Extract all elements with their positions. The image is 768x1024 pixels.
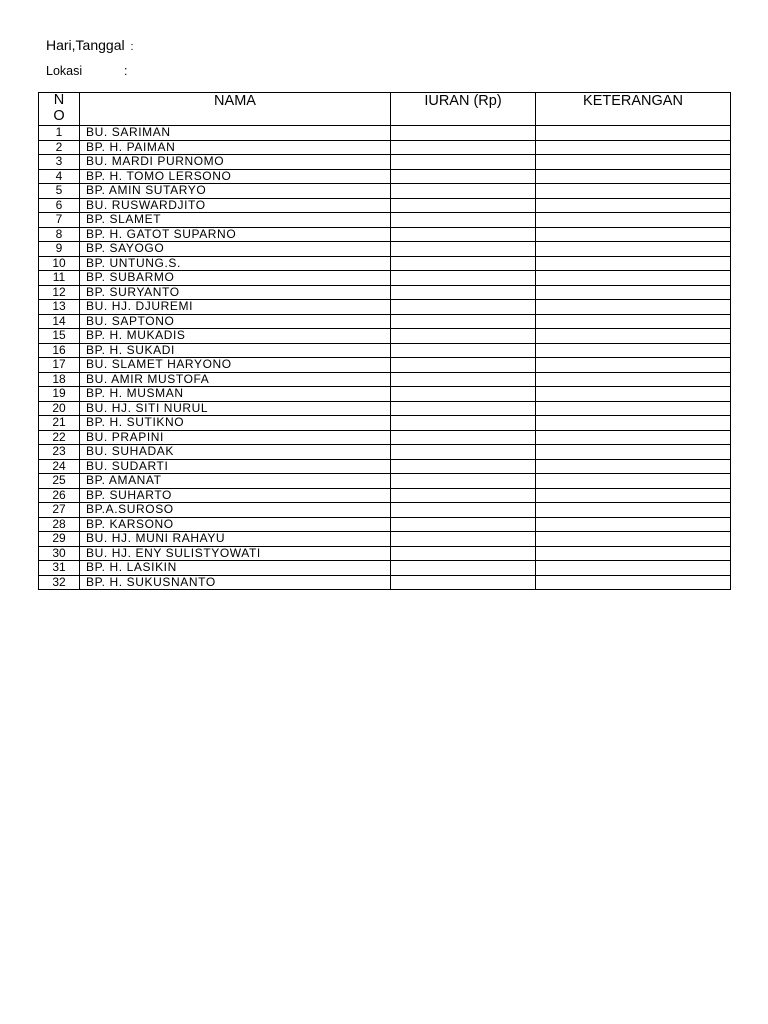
table-row [39,372,731,387]
row-number: 4 [39,169,80,184]
row-number: 18 [39,372,80,387]
row-number: 27 [39,503,80,518]
iuran-cell[interactable] [391,372,536,387]
row-number: 32 [39,575,80,590]
iuran-cell[interactable] [391,546,536,561]
keterangan-cell[interactable] [536,227,731,242]
row-number: 6 [39,198,80,213]
iuran-cell[interactable] [391,488,536,503]
iuran-cell[interactable] [391,401,536,416]
row-number: 22 [39,430,80,445]
member-name: BU. SAPTONO [80,314,391,329]
row-number: 5 [39,184,80,199]
table-row [39,430,731,445]
keterangan-cell[interactable] [536,561,731,576]
row-number: 15 [39,329,80,344]
member-name: BU. MARDI PURNOMO [80,155,391,170]
member-name: BP. H. SUTIKNO [80,416,391,431]
iuran-cell[interactable] [391,517,536,532]
table-row [39,184,731,199]
row-number: 23 [39,445,80,460]
keterangan-cell[interactable] [536,242,731,257]
column-header-keterangan: KETERANGAN [536,93,731,126]
table-row [39,300,731,315]
member-name: BU. RUSWARDJITO [80,198,391,213]
iuran-cell[interactable] [391,503,536,518]
location-label: Lokasi [46,64,83,78]
table-row [39,387,731,402]
iuran-cell[interactable] [391,169,536,184]
member-name: BP. H. MUSMAN [80,387,391,402]
keterangan-cell[interactable] [536,372,731,387]
keterangan-cell[interactable] [536,445,731,460]
keterangan-cell[interactable] [536,300,731,315]
table-row [39,285,731,300]
member-name: BP. H. SUKADI [80,343,391,358]
keterangan-cell[interactable] [536,387,731,402]
member-name: BP. H. GATOT SUPARNO [80,227,391,242]
row-number: 14 [39,314,80,329]
keterangan-cell[interactable] [536,271,731,286]
member-name: BU. SUDARTI [80,459,391,474]
keterangan-cell[interactable] [536,140,731,155]
iuran-cell[interactable] [391,198,536,213]
member-name: BP. SUBARMO [80,271,391,286]
table-row [39,169,731,184]
row-number: 30 [39,546,80,561]
keterangan-cell[interactable] [536,184,731,199]
keterangan-cell[interactable] [536,575,731,590]
table-row [39,126,731,141]
table-row [39,561,731,576]
row-number: 8 [39,227,80,242]
iuran-cell[interactable] [391,575,536,590]
row-number: 13 [39,300,80,315]
member-name: BU. SUHADAK [80,445,391,460]
member-name: BP. SLAMET [80,213,391,228]
keterangan-cell[interactable] [536,532,731,547]
column-header-iuran: IURAN (Rp) [391,93,536,126]
row-number: 29 [39,532,80,547]
iuran-cell[interactable] [391,343,536,358]
table-body [39,126,731,590]
table-row [39,314,731,329]
member-name: BU. HJ. DJUREMI [80,300,391,315]
iuran-cell[interactable] [391,271,536,286]
row-number: 19 [39,387,80,402]
keterangan-cell[interactable] [536,488,731,503]
keterangan-cell[interactable] [536,198,731,213]
iuran-cell[interactable] [391,227,536,242]
member-name: BU. SARIMAN [80,126,391,141]
member-name: BU. AMIR MUSTOFA [80,372,391,387]
row-number: 21 [39,416,80,431]
iuran-cell[interactable] [391,445,536,460]
row-number: 3 [39,155,80,170]
member-name: BP. KARSONO [80,517,391,532]
keterangan-cell[interactable] [536,430,731,445]
member-name: BP. H. SUKUSNANTO [80,575,391,590]
table-row [39,271,731,286]
column-header-no-line2: O [53,107,65,124]
iuran-cell[interactable] [391,300,536,315]
row-number: 1 [39,126,80,141]
table-row [39,459,731,474]
member-name: BU. HJ. ENY SULISTYOWATI [80,546,391,561]
iuran-cell[interactable] [391,387,536,402]
member-name: BP.A.SUROSO [80,503,391,518]
table-row [39,213,731,228]
member-name: BP. H. MUKADIS [80,329,391,344]
keterangan-cell[interactable] [536,517,731,532]
column-header-no [39,93,80,126]
date-line [46,37,134,53]
row-number: 31 [39,561,80,576]
keterangan-cell[interactable] [536,416,731,431]
table-row [39,242,731,257]
table-row [39,445,731,460]
table-row [39,358,731,373]
iuran-cell[interactable] [391,184,536,199]
table-row [39,329,731,344]
iuran-cell[interactable] [391,314,536,329]
table-row [39,532,731,547]
table-row [39,503,731,518]
table-row [39,343,731,358]
iuran-cell[interactable] [391,126,536,141]
row-number: 26 [39,488,80,503]
row-number: 9 [39,242,80,257]
keterangan-cell[interactable] [536,314,731,329]
table-row [39,546,731,561]
row-number: 12 [39,285,80,300]
iuran-cell[interactable] [391,256,536,271]
iuran-cell[interactable] [391,416,536,431]
row-number: 24 [39,459,80,474]
iuran-cell[interactable] [391,329,536,344]
keterangan-cell[interactable] [536,213,731,228]
column-header-no-line1: N [53,92,65,108]
table-row [39,227,731,242]
table-row [39,575,731,590]
iuran-cell[interactable] [391,459,536,474]
table-row [39,256,731,271]
member-name: BP. SUHARTO [80,488,391,503]
keterangan-cell[interactable] [536,474,731,489]
member-name: BP. AMIN SUTARYO [80,184,391,199]
keterangan-cell[interactable] [536,169,731,184]
keterangan-cell[interactable] [536,126,731,141]
keterangan-cell[interactable] [536,459,731,474]
member-name: BP. H. TOMO LERSONO [80,169,391,184]
keterangan-cell[interactable] [536,546,731,561]
row-number: 11 [39,271,80,286]
column-header-nama: NAMA [80,93,391,126]
keterangan-cell[interactable] [536,503,731,518]
iuran-cell[interactable] [391,140,536,155]
table-row [39,140,731,155]
keterangan-cell[interactable] [536,401,731,416]
iuran-cell[interactable] [391,213,536,228]
keterangan-cell[interactable] [536,329,731,344]
keterangan-cell[interactable] [536,155,731,170]
member-name: BU. SLAMET HARYONO [80,358,391,373]
iuran-cell[interactable] [391,155,536,170]
row-number: 28 [39,517,80,532]
member-name: BU. HJ. SITI NURUL [80,401,391,416]
location-colon: : [124,64,128,78]
table-row [39,401,731,416]
row-number: 10 [39,256,80,271]
location-line [46,64,128,78]
member-dues-table [38,92,731,590]
member-name: BP. H. PAIMAN [80,140,391,155]
table-header-row [39,93,731,126]
date-colon: : [130,41,134,53]
row-number: 25 [39,474,80,489]
keterangan-cell[interactable] [536,343,731,358]
table-row [39,155,731,170]
table-row [39,416,731,431]
iuran-cell[interactable] [391,532,536,547]
row-number: 16 [39,343,80,358]
member-name: BP. SAYOGO [80,242,391,257]
member-name: BU. HJ. MUNI RAHAYU [80,532,391,547]
iuran-cell[interactable] [391,242,536,257]
row-number: 20 [39,401,80,416]
keterangan-cell[interactable] [536,358,731,373]
table-row [39,517,731,532]
row-number: 17 [39,358,80,373]
member-name: BP. AMANAT [80,474,391,489]
member-name: BP. H. LASIKIN [80,561,391,576]
table-row [39,488,731,503]
keterangan-cell[interactable] [536,285,731,300]
iuran-cell[interactable] [391,285,536,300]
member-name: BP. UNTUNG.S. [80,256,391,271]
iuran-cell[interactable] [391,474,536,489]
keterangan-cell[interactable] [536,256,731,271]
table-row [39,198,731,213]
iuran-cell[interactable] [391,358,536,373]
row-number: 2 [39,140,80,155]
row-number: 7 [39,213,80,228]
iuran-cell[interactable] [391,561,536,576]
member-name: BU. PRAPINI [80,430,391,445]
date-label: Hari,Tanggal [46,37,125,53]
iuran-cell[interactable] [391,430,536,445]
member-name: BP. SURYANTO [80,285,391,300]
table-row [39,474,731,489]
